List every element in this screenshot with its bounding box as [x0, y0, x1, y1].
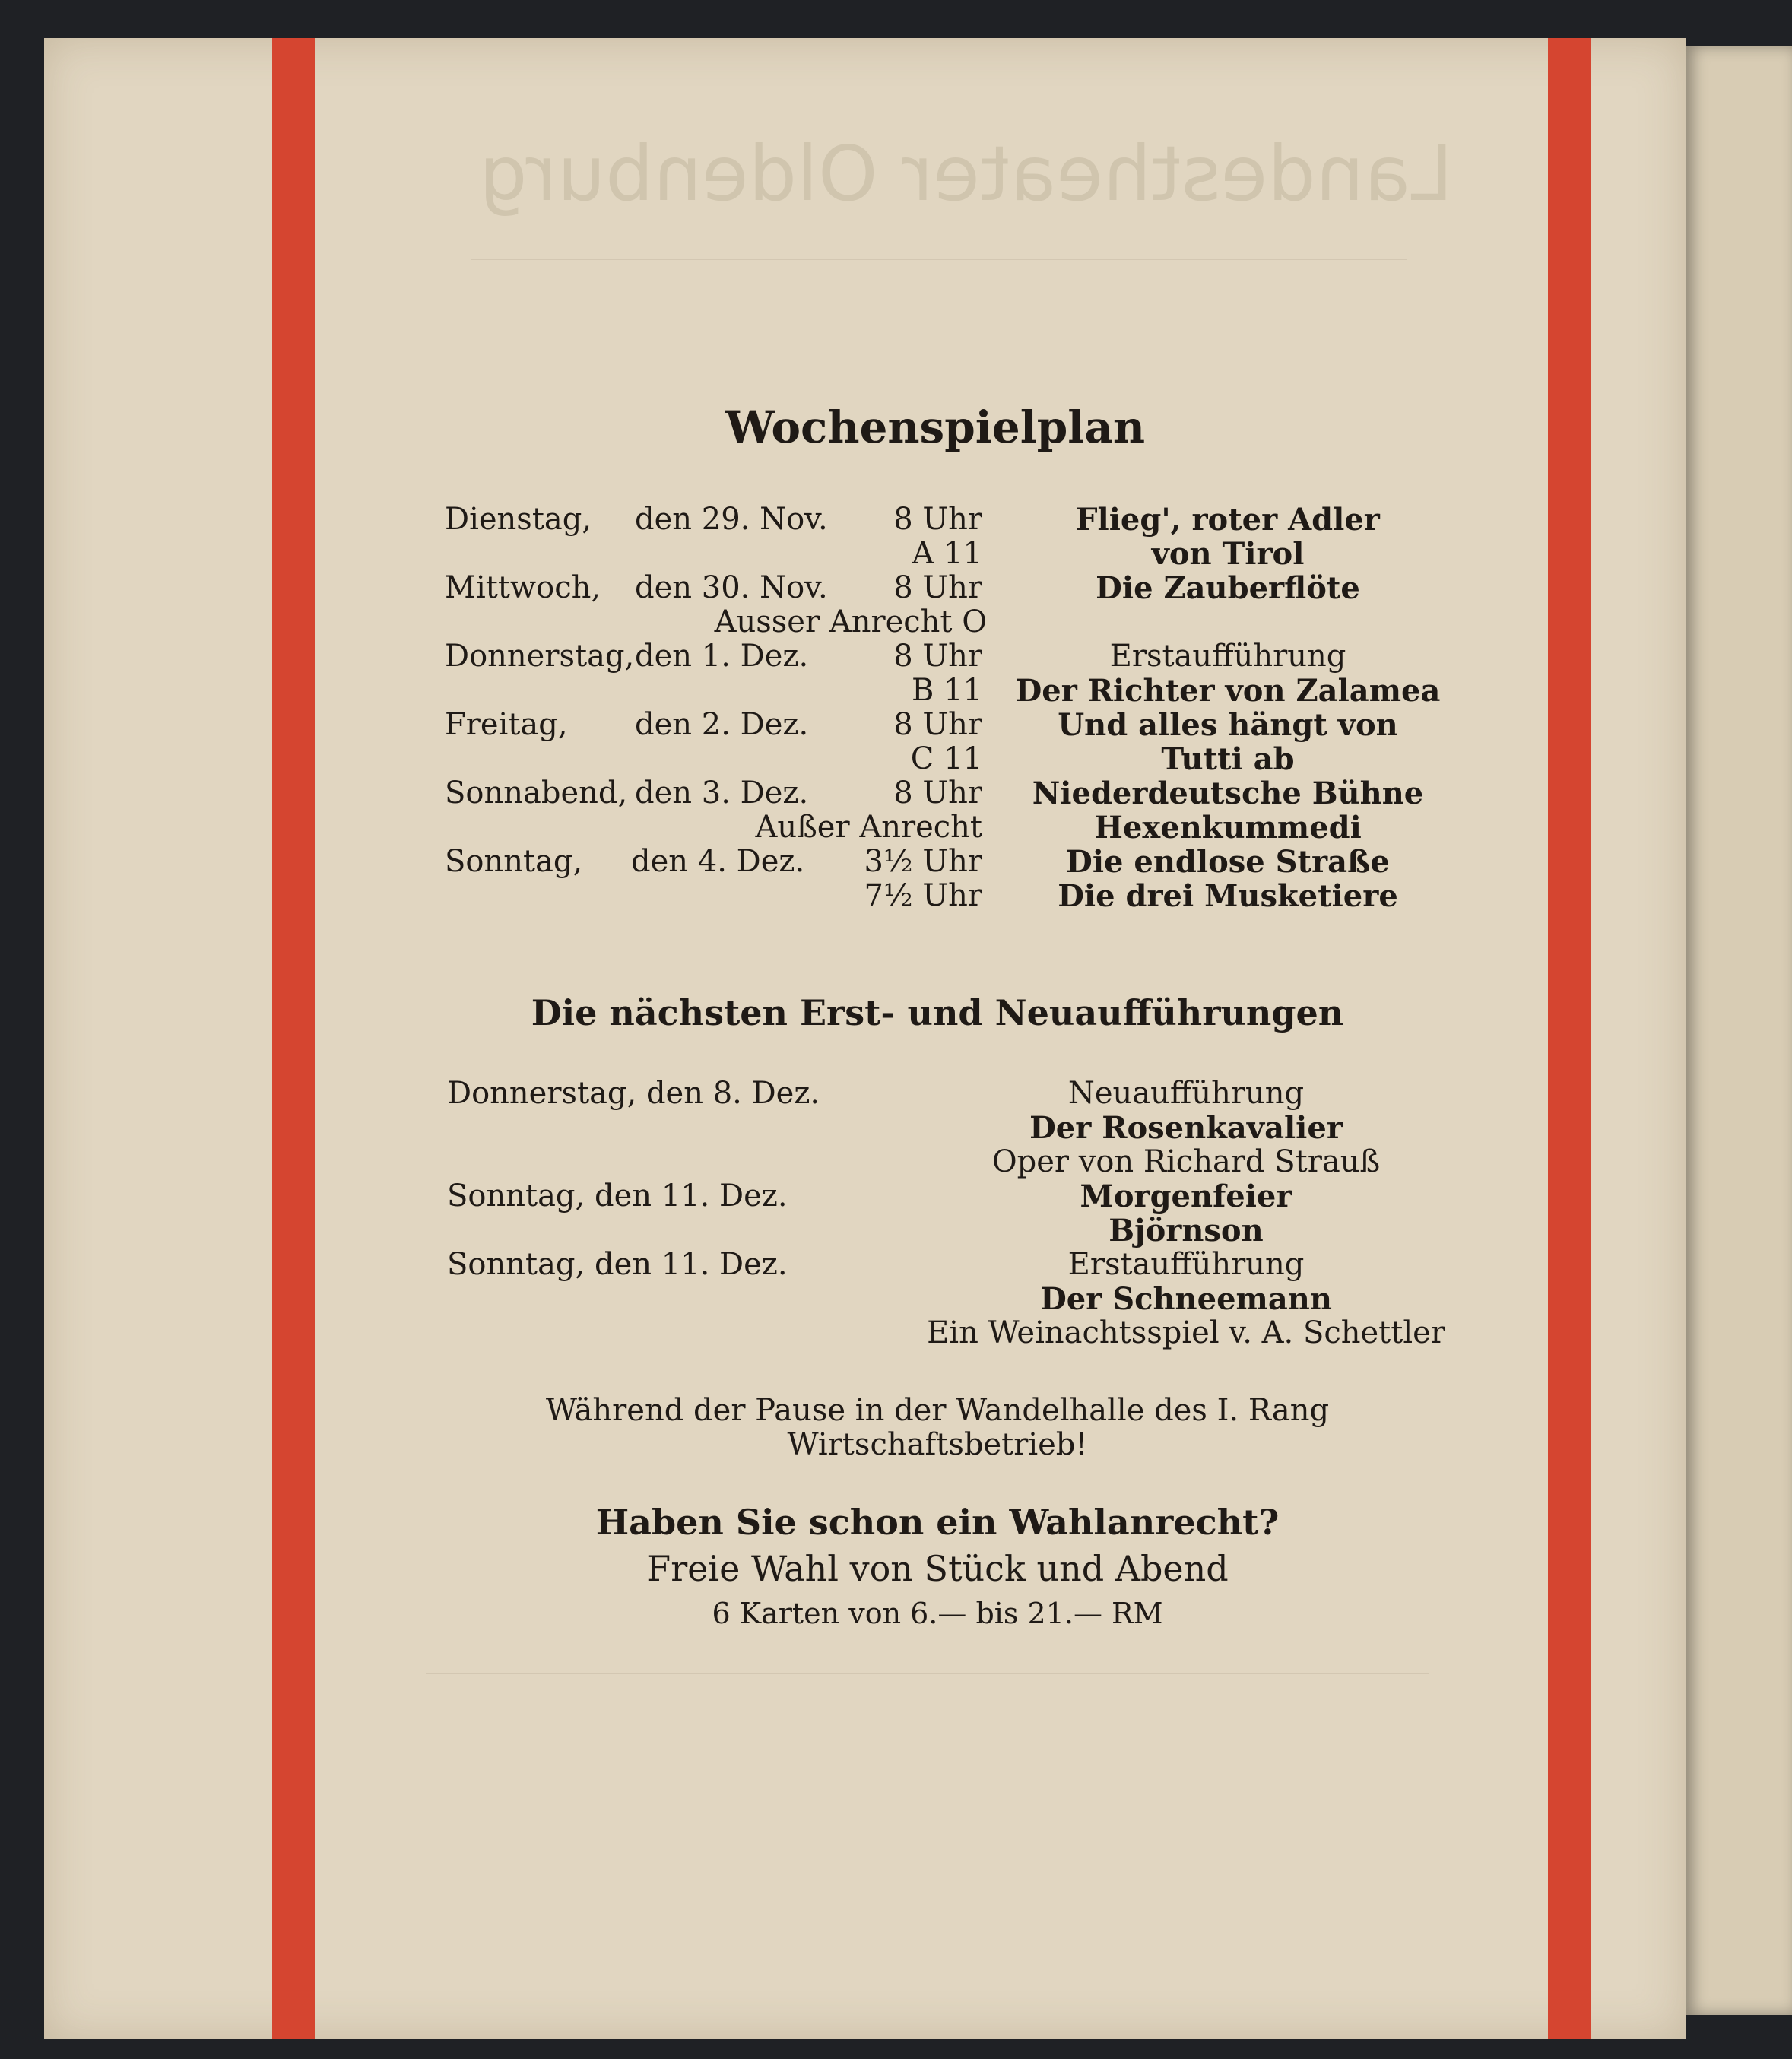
pause-notice: Während der Pause in der Wandelhalle des I. Rang — [545, 1393, 1330, 1428]
schedule-play-cont: Der Richter von Zalamea — [1015, 673, 1441, 709]
schedule-date: den 29. Nov. — [635, 502, 828, 537]
schedule-time-second: 7½ Uhr — [864, 878, 982, 913]
schedule-time: 3½ Uhr — [864, 844, 982, 879]
schedule-subscription: A 11 — [912, 536, 982, 571]
schedule-date: den 30. Nov. — [635, 570, 828, 605]
schedule-play-cont: Die drei Musketiere — [1058, 878, 1398, 914]
upcoming-play: Björnson — [1109, 1213, 1264, 1248]
schedule-date: den 4. Dez. — [631, 844, 805, 879]
upcoming-note: Oper von Richard Strauß — [991, 1144, 1381, 1179]
schedule-play: Niederdeutsche Bühne — [1032, 776, 1424, 811]
schedule-day: Mittwoch, — [445, 570, 601, 605]
schedule-play-cont: Tutti ab — [1161, 741, 1295, 777]
next-page-edge — [1686, 46, 1792, 2015]
schedule-day: Dienstag, — [445, 502, 592, 537]
schedule-time: 8 Uhr — [893, 639, 982, 674]
schedule-play: Die endlose Straße — [1066, 844, 1390, 880]
schedule-play: Erstaufführung — [1109, 639, 1346, 674]
schedule-day: Sonnabend, — [445, 776, 628, 811]
schedule-play: Und alles hängt von — [1058, 707, 1398, 743]
pause-notice-cont: Wirtschaftsbetrieb! — [787, 1427, 1088, 1462]
ad-price: 6 Karten von 6.— bis 21.— RM — [712, 1597, 1163, 1630]
schedule-subscription: C 11 — [910, 741, 982, 776]
upcoming-play: Der Rosenkavalier — [1029, 1110, 1343, 1146]
ad-headline: Haben Sie schon ein Wahlanrecht? — [595, 1502, 1280, 1543]
schedule-play: Flieg', roter Adler — [1076, 502, 1380, 538]
show-through-header: Landestheater Oldenburg — [479, 129, 1454, 218]
schedule-time: 8 Uhr — [893, 776, 982, 811]
schedule-day: Donnerstag, — [445, 639, 635, 674]
upcoming-note: Ein Weinachtsspiel v. A. Schettler — [927, 1315, 1445, 1350]
right-red-stripe — [1548, 38, 1591, 2039]
schedule-date: den 3. Dez. — [635, 776, 809, 811]
schedule-subscription: Außer Anrecht — [755, 810, 982, 845]
upcoming-kind: Morgenfeier — [1080, 1179, 1292, 1214]
ad-line: Freie Wahl von Stück und Abend — [646, 1548, 1229, 1589]
schedule-play: Die Zauberflöte — [1096, 570, 1360, 606]
section-heading: Die nächsten Erst- und Neuaufführungen — [531, 992, 1344, 1033]
left-red-stripe — [272, 38, 315, 2039]
upcoming-date: Donnerstag, den 8. Dez. — [447, 1076, 820, 1111]
schedule-time: 8 Uhr — [893, 707, 982, 742]
show-through-rule-bottom — [426, 1673, 1429, 1674]
upcoming-kind: Erstaufführung — [1067, 1247, 1305, 1282]
page-title: Wochenspielplan — [725, 401, 1146, 453]
schedule-subscription: Ausser Anrecht O — [714, 604, 987, 639]
schedule-date: den 1. Dez. — [635, 639, 809, 674]
upcoming-date: Sonntag, den 11. Dez. — [447, 1247, 788, 1282]
schedule-subscription: B 11 — [911, 673, 982, 708]
schedule-date: den 2. Dez. — [635, 707, 809, 742]
show-through-rule — [471, 259, 1407, 260]
schedule-day: Sonntag, — [445, 844, 583, 879]
schedule-time: 8 Uhr — [893, 502, 982, 537]
schedule-play-cont: Hexenkummedi — [1094, 810, 1362, 845]
upcoming-play: Der Schneemann — [1040, 1281, 1332, 1317]
schedule-play-cont: von Tirol — [1151, 536, 1305, 572]
schedule-day: Freitag, — [445, 707, 568, 742]
upcoming-date: Sonntag, den 11. Dez. — [447, 1179, 788, 1214]
upcoming-kind: Neuaufführung — [1067, 1076, 1305, 1111]
schedule-time: 8 Uhr — [893, 570, 982, 605]
